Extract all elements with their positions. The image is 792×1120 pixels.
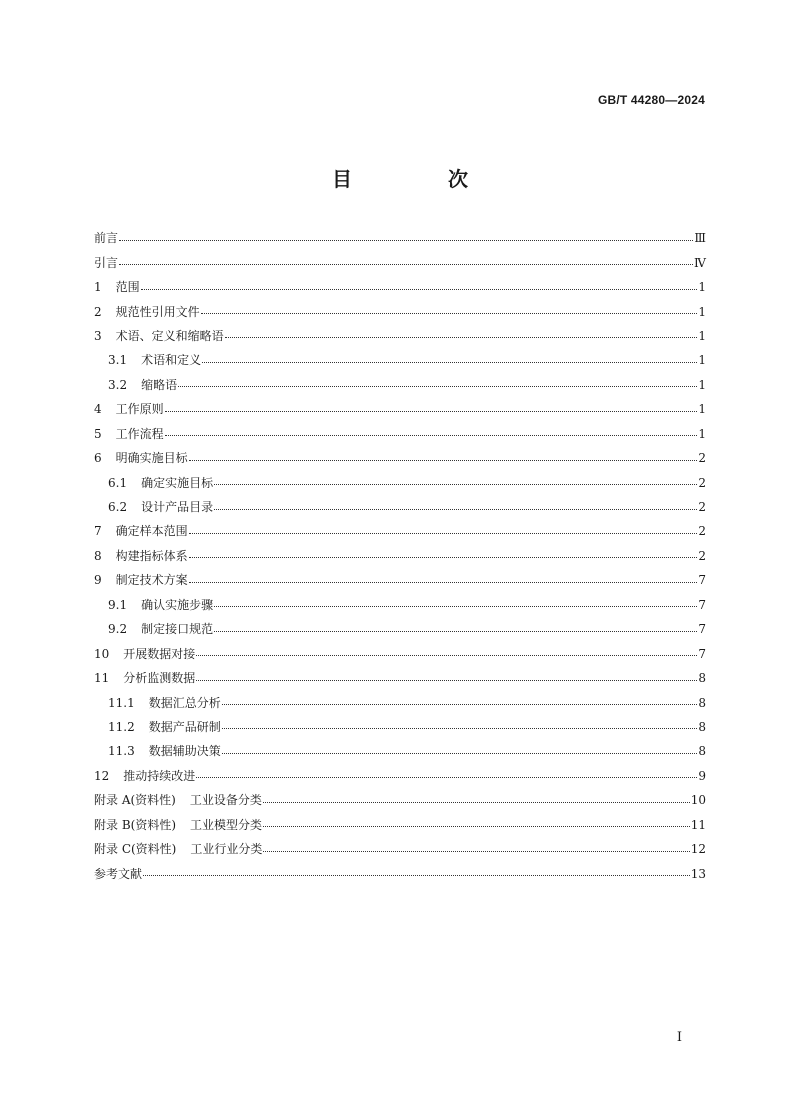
standard-number: GB/T 44280—2024 — [597, 93, 705, 107]
toc-entry-label: 确定实施目标 — [141, 475, 214, 490]
toc-page-number: 2 — [698, 451, 706, 466]
toc-entry[interactable] — [94, 544, 706, 568]
toc-page-number: 8 — [698, 744, 706, 759]
toc-dot-leader — [202, 362, 697, 363]
toc-page-number: 10 — [690, 793, 706, 808]
toc-entry-title — [94, 574, 188, 586]
toc-entry[interactable] — [94, 519, 706, 543]
toc-entry-label: 数据产品研制 — [148, 719, 221, 734]
toc-page-number: 8 — [698, 695, 706, 710]
toc-entry-number: 7 — [94, 524, 102, 539]
toc-page-number: 2 — [698, 475, 706, 490]
toc-entry-title — [94, 257, 118, 269]
toc-entry-title — [108, 599, 213, 611]
toc-entry[interactable] — [94, 495, 706, 519]
toc-entry-number: 9 — [94, 573, 102, 588]
toc-entry-label: 分析监测数据 — [123, 671, 196, 686]
toc-dot-leader — [119, 264, 693, 265]
toc-entry-label: 引言 — [94, 255, 119, 270]
toc-dot-leader — [263, 851, 689, 852]
toc-entry-title — [94, 794, 262, 806]
toc-entry-number: 9.2 — [108, 622, 128, 637]
toc-entry-title — [108, 477, 213, 489]
toc-page-number: 9 — [698, 768, 706, 783]
toc-entry-number: 9.1 — [108, 597, 128, 612]
toc-entry-number: 附录 A(资料性) — [94, 793, 176, 808]
toc-entry-title — [94, 428, 164, 440]
toc-entry-number: 3 — [94, 328, 102, 343]
toc-entry-title — [94, 306, 200, 318]
toc-entry-number: 3.2 — [108, 377, 128, 392]
toc-entry[interactable] — [94, 837, 706, 861]
toc-entry-title — [94, 868, 142, 880]
toc-page-number: 8 — [698, 719, 706, 734]
toc-page-number: 7 — [698, 597, 706, 612]
toc-entry-number: 11.1 — [108, 695, 135, 710]
toc-dot-leader — [189, 533, 698, 534]
toc-page-number: 1 — [698, 280, 706, 295]
toc-entry[interactable] — [94, 373, 706, 397]
toc-dot-leader — [141, 289, 698, 290]
toc-entry[interactable] — [94, 470, 706, 494]
toc-dot-leader — [225, 337, 698, 338]
toc-entry-title — [108, 354, 201, 366]
toc-entry-label: 工业模型分类 — [190, 817, 263, 832]
toc-dot-leader — [189, 582, 698, 583]
toc-entry-title — [94, 819, 262, 831]
toc-entry-label: 规范性引用文件 — [115, 304, 200, 319]
toc-entry-label: 数据汇总分析 — [148, 695, 221, 710]
toc-dot-leader — [165, 411, 698, 412]
toc-dot-leader — [214, 509, 697, 510]
toc-entry[interactable] — [94, 250, 706, 274]
toc-entry[interactable] — [94, 715, 706, 739]
toc-entry-label: 前言 — [94, 231, 119, 246]
toc-page-number: 1 — [698, 353, 706, 368]
toc-entry-label: 确定样本范围 — [115, 524, 188, 539]
toc-entry[interactable] — [94, 446, 706, 470]
toc-page-number: 7 — [698, 622, 706, 637]
toc-entry[interactable] — [94, 641, 706, 665]
toc-entry-title — [108, 623, 213, 635]
toc-entry-label: 数据辅助决策 — [148, 744, 221, 759]
toc-dot-leader — [222, 728, 698, 729]
toc-entry-label: 构建指标体系 — [115, 548, 188, 563]
page-number: I — [676, 1030, 682, 1045]
toc-entry[interactable] — [94, 617, 706, 641]
toc-entry-label: 工作流程 — [115, 426, 164, 441]
toc-dot-leader — [214, 606, 697, 607]
toc-entry-title — [94, 403, 164, 415]
toc-entry[interactable] — [94, 764, 706, 788]
toc-dot-leader — [165, 435, 698, 436]
toc-entry-label: 确认实施步骤 — [141, 597, 214, 612]
toc-entry-label: 制定接口规范 — [141, 622, 214, 637]
toc-dot-leader — [196, 680, 697, 681]
toc-entry-number: 12 — [94, 768, 110, 783]
toc-entry[interactable] — [94, 226, 706, 250]
toc-entry-number: 2 — [94, 304, 102, 319]
toc-entry-title — [94, 648, 195, 660]
toc-entry-label: 缩略语 — [141, 377, 178, 392]
toc-entry-title — [108, 721, 221, 733]
toc-page-number: 7 — [698, 646, 706, 661]
toc-entry-title — [108, 379, 177, 391]
toc-entry-label: 制定技术方案 — [115, 573, 188, 588]
toc-entry[interactable] — [94, 324, 706, 348]
toc-dot-leader — [178, 386, 697, 387]
toc-page-number: 7 — [698, 573, 706, 588]
toc-entry-title — [94, 770, 195, 782]
toc-entry-number: 11.3 — [108, 744, 135, 759]
toc-entry-label: 术语和定义 — [141, 353, 202, 368]
toc-dot-leader — [143, 875, 690, 876]
toc-entry[interactable] — [94, 788, 706, 812]
toc-dot-leader — [119, 240, 693, 241]
toc-entry-label: 工业行业分类 — [190, 842, 263, 857]
toc-entry[interactable] — [94, 739, 706, 763]
toc-page-number: 11 — [690, 817, 706, 832]
toc-page-number: Ⅳ — [694, 255, 706, 270]
toc-page-number: 12 — [690, 842, 706, 857]
toc-dot-leader — [214, 484, 697, 485]
toc-entry-title — [108, 745, 221, 757]
toc-dot-leader — [196, 777, 697, 778]
toc-entry-title — [94, 550, 188, 562]
toc-dot-leader — [201, 313, 698, 314]
toc-entry-title — [94, 672, 195, 684]
toc-entry-number: 10 — [94, 646, 110, 661]
toc-entry[interactable] — [94, 422, 706, 446]
toc-entry-label: 范围 — [115, 280, 140, 295]
toc-entry-number: 5 — [94, 426, 102, 441]
toc-page-number: 13 — [690, 866, 706, 881]
toc-page-number: 1 — [698, 402, 706, 417]
toc-entry-label: 工业设备分类 — [189, 793, 262, 808]
toc-entry[interactable] — [94, 299, 706, 323]
toc-dot-leader — [222, 704, 698, 705]
toc-entry-title — [94, 452, 188, 464]
toc-page-number: 8 — [698, 671, 706, 686]
toc-entry[interactable] — [94, 568, 706, 592]
toc-entry[interactable] — [94, 348, 706, 372]
toc-entry[interactable] — [94, 861, 706, 885]
toc-dot-leader — [196, 655, 697, 656]
toc-entry-label: 明确实施目标 — [115, 451, 188, 466]
toc-entry-title — [94, 281, 140, 293]
toc-entry-label: 开展数据对接 — [123, 646, 196, 661]
toc-entry-title — [108, 697, 221, 709]
toc-entry[interactable] — [94, 813, 706, 837]
toc-page-number: 1 — [698, 304, 706, 319]
toc-entry-title — [94, 330, 224, 342]
toc-entry-label: 参考文献 — [94, 866, 143, 881]
toc-page-number: 1 — [698, 426, 706, 441]
toc-entry-number: 1 — [94, 280, 102, 295]
toc-dot-leader — [222, 753, 698, 754]
toc-entry-number: 6 — [94, 451, 102, 466]
toc-entry-label: 术语、定义和缩略语 — [115, 328, 224, 343]
toc-entry-number: 附录 B(资料性) — [94, 817, 176, 832]
page-title: 目 次 — [332, 167, 506, 191]
toc-entry-number: 11.2 — [108, 719, 135, 734]
table-of-contents — [94, 226, 706, 886]
toc-entry-label: 工作原则 — [115, 402, 164, 417]
toc-entry-label: 推动持续改进 — [123, 768, 196, 783]
toc-entry-title — [108, 501, 213, 513]
toc-entry[interactable] — [94, 666, 706, 690]
toc-entry-number: 8 — [94, 548, 102, 563]
toc-dot-leader — [263, 826, 690, 827]
toc-page-number: 2 — [698, 524, 706, 539]
toc-entry[interactable] — [94, 593, 706, 617]
toc-entry-number: 附录 C(资料性) — [94, 842, 177, 857]
toc-dot-leader — [189, 460, 698, 461]
toc-entry[interactable] — [94, 275, 706, 299]
toc-page-number: Ⅲ — [694, 231, 706, 246]
toc-entry-number: 11 — [94, 671, 110, 686]
toc-entry-label: 设计产品目录 — [141, 500, 214, 515]
toc-page-number: 1 — [698, 328, 706, 343]
toc-entry-number: 6.2 — [108, 500, 128, 515]
toc-dot-leader — [214, 631, 697, 632]
toc-dot-leader — [189, 557, 698, 558]
toc-page-number: 2 — [698, 548, 706, 563]
toc-entry-number: 6.1 — [108, 475, 128, 490]
toc-page-number: 1 — [698, 377, 706, 392]
toc-entry-title — [94, 232, 118, 244]
toc-entry-title — [94, 525, 188, 537]
toc-page-number: 2 — [698, 500, 706, 515]
toc-entry[interactable] — [94, 690, 706, 714]
toc-entry-number: 3.1 — [108, 353, 128, 368]
toc-entry-title — [94, 843, 262, 855]
toc-entry[interactable] — [94, 397, 706, 421]
toc-dot-leader — [263, 802, 690, 803]
toc-entry-number: 4 — [94, 402, 102, 417]
